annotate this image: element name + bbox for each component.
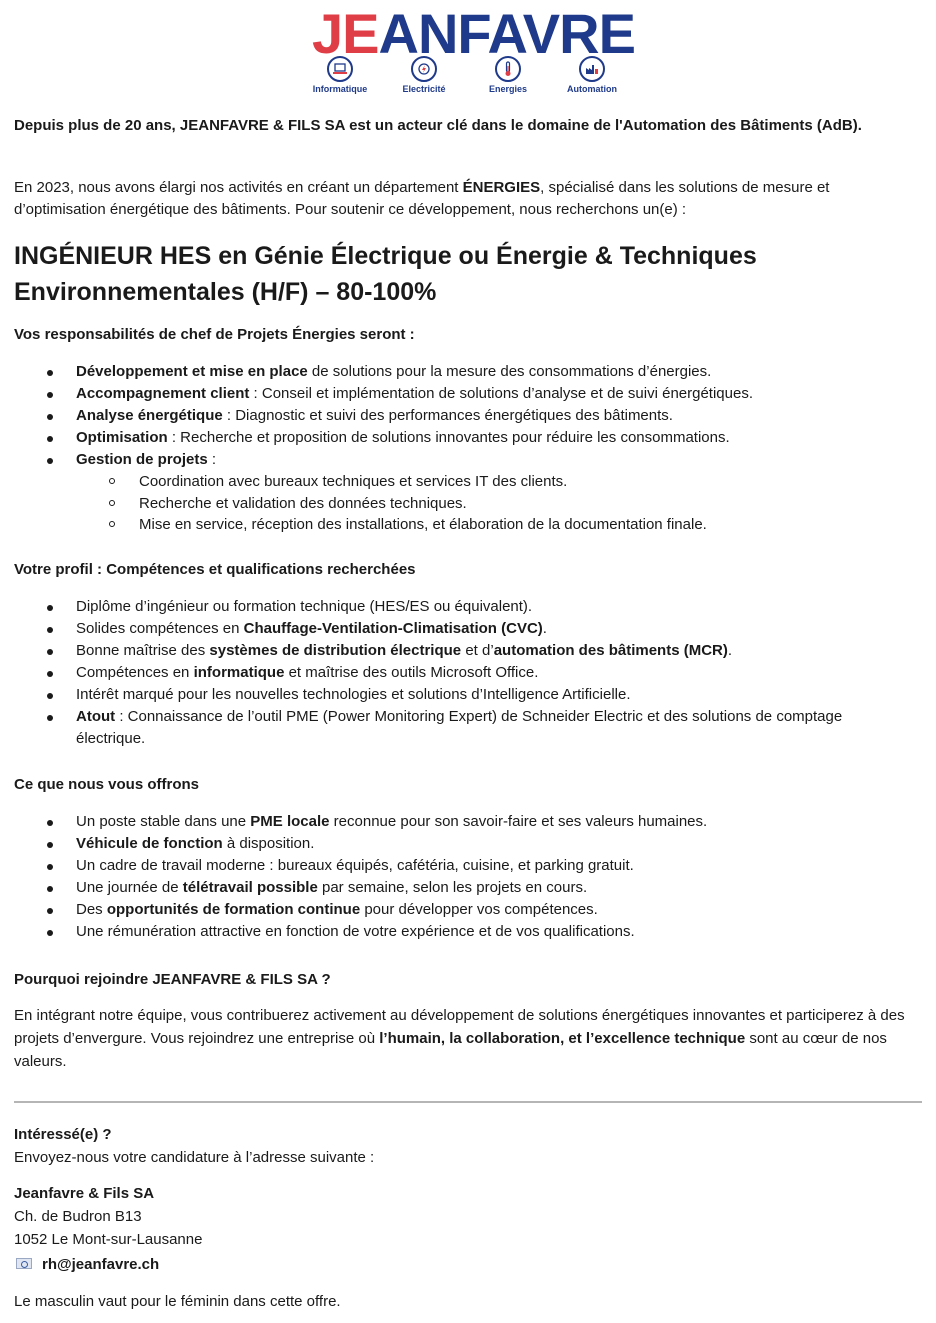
- bullet-icon: [47, 627, 53, 633]
- list-item: Véhicule de fonction à disposition.: [14, 833, 914, 855]
- list-item: Intérêt marqué pour les nouvelles technologies et solutions d’Intelligence Artificielle.: [14, 684, 914, 706]
- sub-list-item: Coordination avec bureaux techniques et services IT des clients.: [14, 471, 914, 493]
- thermometer-icon: [495, 56, 521, 82]
- responsibilities-heading: Vos responsabilités de chef de Projets Énergies seront :: [14, 326, 415, 343]
- footer-note: Le masculin vaut pour le féminin dans cette offre.: [14, 1293, 341, 1310]
- email-row: [14, 1254, 159, 1276]
- address-street: Ch. de Budron B13: [14, 1208, 142, 1225]
- list-item: Un poste stable dans une PME locale reconnue pour son savoir-faire et ses valeurs humaines.: [14, 811, 914, 833]
- list-item: Un cadre de travail moderne : bureaux équipés, cafétéria, cuisine, et parking gratuit.: [14, 855, 914, 877]
- intro-lead: Depuis plus de 20 ans, JEANFAVRE & FILS SA est un acteur clé dans le domaine de l'Automation des Bâtiments (AdB).: [14, 117, 862, 134]
- list-item: Développement et mise en place de solutions pour la mesure des consommations d’énergies.: [14, 361, 914, 383]
- list-item: Accompagnement client : Conseil et implémentation de solutions d’analyse et de suivi énergétiques.: [14, 383, 914, 405]
- list-item: Une rémunération attractive en fonction de votre expérience et de vos qualifications.: [14, 921, 914, 943]
- bullet-icon: [47, 392, 53, 398]
- list-item: Diplôme d’ingénieur ou formation technique (HES/ES ou équivalent).: [14, 596, 914, 618]
- logo-icons: [298, 56, 632, 96]
- bullet-icon: [47, 715, 53, 721]
- company-name: Jeanfavre & Fils SA: [14, 1185, 155, 1202]
- divider: [14, 1101, 922, 1103]
- bullet-icon: [47, 842, 53, 848]
- sub-list: [14, 471, 914, 536]
- list-item: Analyse énergétique : Diagnostic et suivi des performances énergétiques des bâtiments.: [14, 405, 914, 427]
- bullet-icon: [47, 649, 53, 655]
- bullet-icon: [47, 436, 53, 442]
- sub-list-item: Mise en service, réception des installations, et élaboration de la documentation finale.: [14, 514, 914, 536]
- offer-heading: Ce que nous vous offrons: [14, 776, 200, 793]
- list-item: Compétences en informatique et maîtrise des outils Microsoft Office.: [14, 662, 914, 684]
- list-item: Une journée de télétravail possible par semaine, selon les projets en cours.: [14, 877, 914, 899]
- intro-paragraph: En 2023, nous avons élargi nos activités en créant un département ÉNERGIES, spécialisé dans les solutions de mesure et d’optimisation énergétique des bâtiments. Pour soutenir ce développement, nous recherchons un(e) :: [14, 179, 830, 218]
- factory-icon: [579, 56, 605, 82]
- bullet-icon: [47, 693, 53, 699]
- bullet-icon: [47, 886, 53, 892]
- list-item: Solides compétences en Chauffage-Ventilation-Climatisation (CVC).: [14, 618, 914, 640]
- bullet-icon: [47, 605, 53, 611]
- bullet-icon: [47, 458, 53, 464]
- contact-instructions: Envoyez-nous votre candidature à l’adresse suivante :: [14, 1149, 375, 1166]
- email-link[interactable]: rh@jeanfavre.ch: [42, 1256, 160, 1273]
- why-heading: Pourquoi rejoindre JEANFAVRE & FILS SA ?: [14, 971, 331, 988]
- bullet-icon: [47, 370, 53, 376]
- address-city: 1052 Le Mont-sur-Lausanne: [14, 1231, 203, 1248]
- circle-bullet-icon: [109, 521, 115, 527]
- profile-heading: Votre profil : Compétences et qualifications recherchées: [14, 561, 416, 578]
- list-item: Des opportunités de formation continue pour développer vos compétences.: [14, 899, 914, 921]
- email-icon: [16, 1258, 32, 1269]
- bullet-icon: [47, 864, 53, 870]
- bullet-icon: [47, 908, 53, 914]
- contact-heading: Intéressé(e) ?: [14, 1126, 112, 1143]
- circle-bullet-icon: [109, 478, 115, 484]
- bullet-icon: [47, 820, 53, 826]
- bullet-icon: [47, 930, 53, 936]
- offer-list: [14, 811, 914, 943]
- logo-item-informatique: Informatique: [298, 56, 382, 95]
- list-item: Gestion de projets : Coordination avec bureaux techniques et services IT des clients. Recherche et validation des données techniques. Mise en service, réception des installations, et élaboration de la documentation finale.: [14, 449, 914, 536]
- circle-bullet-icon: [109, 500, 115, 506]
- list-item: Atout : Connaissance de l’outil PME (Power Monitoring Expert) de Schneider Electric et des solutions de comptage électrique.: [14, 706, 886, 750]
- sub-list-item: Recherche et validation des données techniques.: [14, 493, 914, 515]
- list-item: Optimisation : Recherche et proposition de solutions innovantes pour réduire les consommations.: [14, 427, 914, 449]
- responsibilities-list: [14, 361, 914, 536]
- plug-icon: [411, 56, 437, 82]
- bullet-icon: [47, 414, 53, 420]
- laptop-icon: [327, 56, 353, 82]
- job-title: INGÉNIEUR HES en Génie Électrique ou Énergie & Techniques Environnementales (H/F) – 80-100%: [14, 242, 757, 306]
- profile-list: [14, 596, 914, 750]
- company-logo: [298, 2, 635, 94]
- why-paragraph: En intégrant notre équipe, vous contribuerez activement au développement de solutions énergétiques innovantes et participerez à des projets d’envergure. Vous rejoindrez une entreprise où l’humain, la collaboration, et l’excellence technique sont au cœur de nos valeurs.: [14, 1007, 905, 1070]
- logo-item-energies: Energies: [466, 56, 550, 95]
- logo-item-automation: Automation: [550, 56, 634, 95]
- list-item: Bonne maîtrise des systèmes de distribution électrique et d’automation des bâtiments (MCR).: [14, 640, 914, 662]
- logo-wordmark: JEANFAVRE: [312, 2, 635, 65]
- bullet-icon: [47, 671, 53, 677]
- logo-item-electricite: Electricité: [382, 56, 466, 95]
